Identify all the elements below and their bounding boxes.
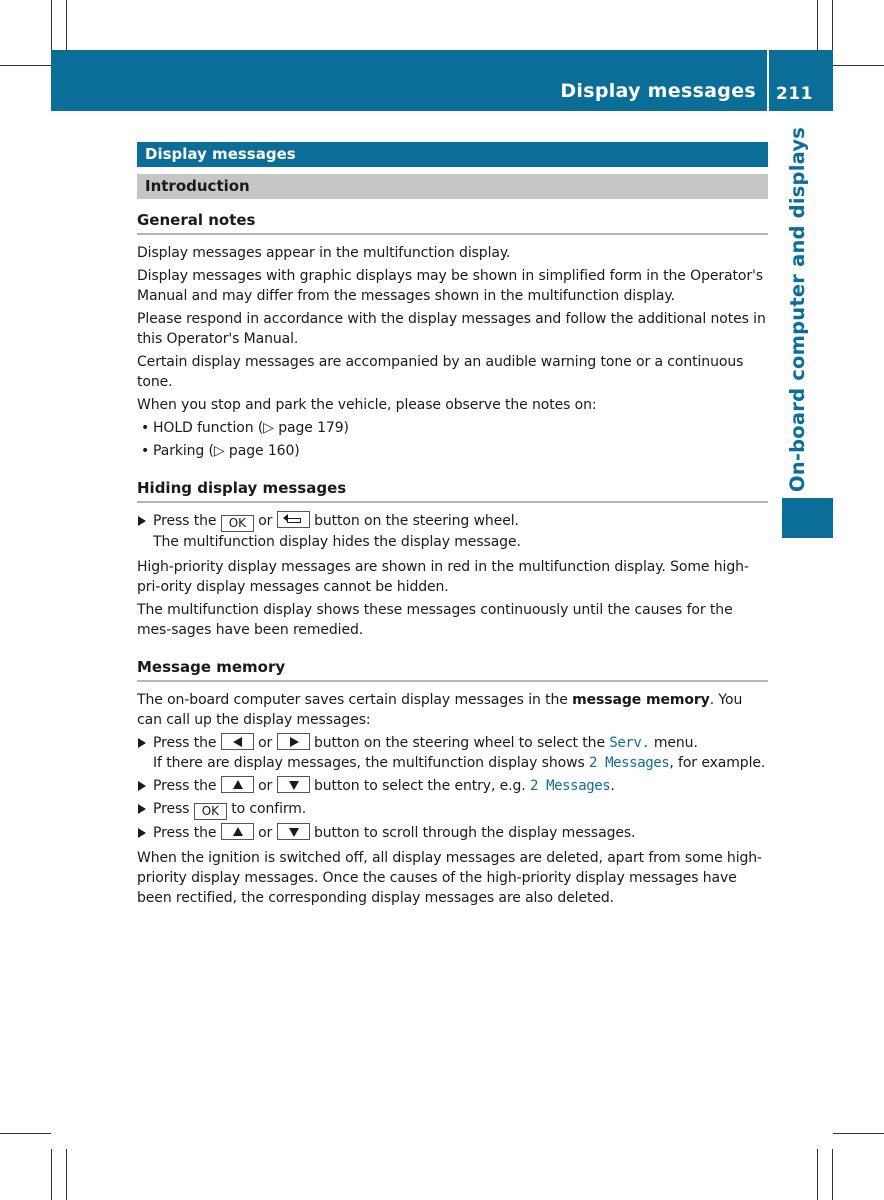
crop-mark [51, 1149, 52, 1200]
step-arrow-icon [138, 781, 146, 791]
crop-mark [833, 65, 884, 66]
step-item [137, 799, 768, 820]
step-text: or [258, 778, 273, 794]
crop-mark [66, 1149, 67, 1200]
header-divider [767, 50, 769, 111]
step-result: The multifunction display hides the display message. [153, 534, 521, 550]
page-content [137, 142, 768, 911]
step-text: Press the [153, 735, 217, 751]
crop-mark [817, 1149, 818, 1200]
display-text: 2 Messages [530, 778, 611, 794]
paragraph: Please respond in accordance with the display messages and follow the additional notes in this Operator's Manual. [137, 311, 766, 347]
section-subtitle: Introduction [137, 174, 768, 199]
side-tab-block [782, 498, 833, 538]
right-key-icon [277, 733, 310, 750]
paragraph: Display messages with graphic displays may be shown in simplified form in the Operator's Manual and may differ from the messages shown in the multifunction display. [137, 268, 763, 304]
step-text: button on the steering wheel to select the [313, 735, 605, 751]
text: The on-board computer saves certain display messages in the [137, 692, 568, 708]
heading-general-notes: General notes [137, 210, 768, 235]
display-text: 2 Messages [589, 755, 670, 771]
crop-mark [832, 0, 833, 50]
left-key-icon [221, 733, 254, 750]
bold-text: message memory [572, 692, 710, 708]
ok-key-icon: OK [221, 515, 254, 532]
crop-mark [0, 1133, 51, 1134]
paragraph: The multifunction display shows these messages continuously until the causes for the mes-sages have been remedied. [137, 602, 733, 638]
step-text: to confirm. [231, 801, 307, 817]
crop-mark [51, 0, 52, 50]
step-arrow-icon [138, 516, 146, 526]
step-arrow-icon [138, 738, 146, 748]
crop-mark [833, 1133, 884, 1134]
step-text: Press [153, 801, 190, 817]
header-title: Display messages [560, 80, 756, 102]
paragraph [137, 690, 768, 730]
step-text: Press the [153, 778, 217, 794]
paragraph: When you stop and park the vehicle, please observe the notes on: [137, 397, 597, 413]
paragraph: High-priority display messages are shown in red in the multifunction display. Some high-pri-ority display messages cannot be hidden. [137, 559, 749, 595]
step-result: If there are display messages, the multifunction display shows [153, 755, 585, 771]
step-text: menu. [653, 735, 698, 751]
up-key-icon [221, 823, 254, 840]
display-text: Serv. [609, 735, 650, 751]
crop-mark [832, 1149, 833, 1200]
step-item [137, 511, 768, 552]
step-text: button on the steering wheel. [314, 513, 519, 529]
down-key-icon [277, 823, 310, 840]
side-tab-label: On-board computer and displays [786, 126, 809, 492]
paragraph: When the ignition is switched off, all display messages are deleted, apart from some high-priority display messages. Once the causes of the high-priority display messages have been rectified, the corresponding display messages are also deleted. [137, 850, 763, 906]
down-key-icon [277, 776, 310, 793]
step-text: . [610, 778, 615, 794]
list-item: • Parking (▷ page 160) [137, 441, 768, 461]
text: . You can call up the display messages: [137, 692, 743, 728]
step-text: or [258, 513, 273, 529]
paragraph: Display messages appear in the multifunction display. [137, 245, 511, 261]
step-item [137, 776, 768, 796]
crop-mark [66, 0, 67, 50]
step-text: or [258, 825, 273, 841]
heading-message-memory: Message memory [137, 657, 768, 682]
step-item [137, 823, 768, 843]
step-text: Press the [153, 513, 217, 529]
step-arrow-icon [138, 804, 146, 814]
page-number: 211 [776, 84, 813, 104]
step-result: , for example. [669, 755, 766, 771]
step-arrow-icon [138, 828, 146, 838]
crop-mark [0, 65, 51, 66]
paragraph: Certain display messages are accompanied by an audible warning tone or a continuous tone. [137, 354, 744, 390]
ok-key-icon: OK [194, 803, 227, 820]
step-text: button to scroll through the display messages. [313, 825, 636, 841]
section-title: Display messages [137, 142, 768, 167]
back-key-icon [277, 511, 310, 528]
crop-mark [817, 0, 818, 50]
step-text: button to select the entry, e.g. [313, 778, 526, 794]
step-text: or [258, 735, 273, 751]
step-item [137, 733, 768, 773]
heading-hiding: Hiding display messages [137, 478, 768, 503]
step-text: Press the [153, 825, 217, 841]
list-item: • HOLD function (▷ page 179) [137, 418, 768, 438]
up-key-icon [221, 776, 254, 793]
